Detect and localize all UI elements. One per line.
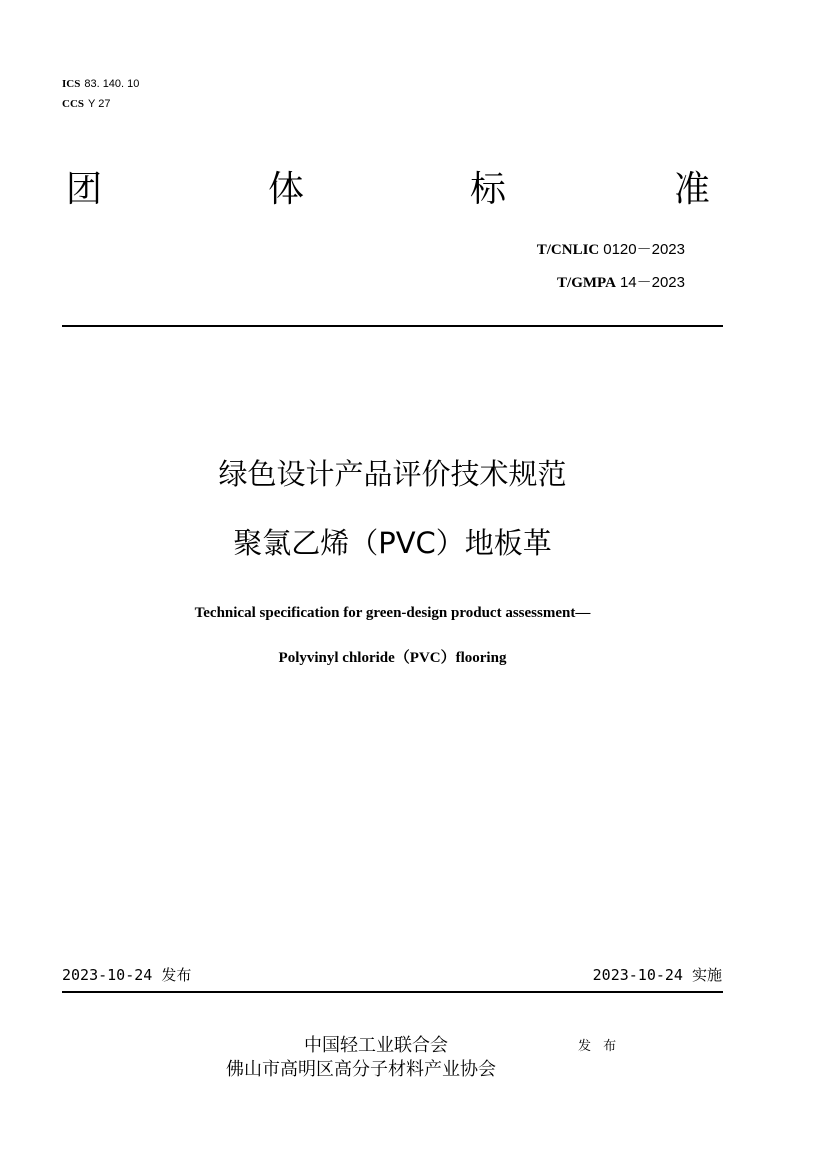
- title-cn-line2: 聚氯乙烯（PVC）地板革: [233, 526, 552, 560]
- standard-prefix: T/GMPA: [557, 275, 616, 291]
- publish-word: 发 布: [578, 1039, 621, 1054]
- ccs-value: Y 27: [88, 98, 111, 110]
- publisher-1: 中国轻工业联合会: [304, 1035, 448, 1056]
- bottom-divider: [62, 991, 723, 993]
- ics-label: ICS: [62, 78, 81, 90]
- implement-date: 2023-10-24 实施: [592, 966, 722, 984]
- group-standard-banner: [62, 168, 722, 212]
- ics-line: [62, 77, 139, 91]
- title-en-line2: Polyvinyl chloride（PVC）flooring: [278, 650, 507, 666]
- release-date: 2023-10-24 发布: [62, 966, 192, 984]
- publisher-2: 佛山市高明区高分子材料产业协会: [226, 1059, 496, 1080]
- ccs-label: CCS: [62, 98, 85, 110]
- banner-char-1: 团: [66, 169, 103, 210]
- ics-value: 83. 140. 10: [84, 78, 140, 90]
- standard-code: 14－2023: [619, 274, 685, 291]
- ccs-line: [62, 97, 110, 111]
- standard-code: 0120－2023: [603, 241, 685, 258]
- standard-prefix: T/CNLIC: [536, 242, 600, 258]
- banner-char-3: 标: [470, 169, 507, 210]
- standard-number-2: [557, 274, 685, 292]
- title-cn-line1: 绿色设计产品评价技术规范: [218, 457, 567, 491]
- title-en-line1: Technical specification for green-design product assessment—: [194, 605, 591, 621]
- banner-char-4: 准: [674, 169, 711, 210]
- banner-char-2: 体: [268, 169, 305, 210]
- top-divider: [62, 325, 723, 327]
- standard-number-1: [537, 241, 685, 259]
